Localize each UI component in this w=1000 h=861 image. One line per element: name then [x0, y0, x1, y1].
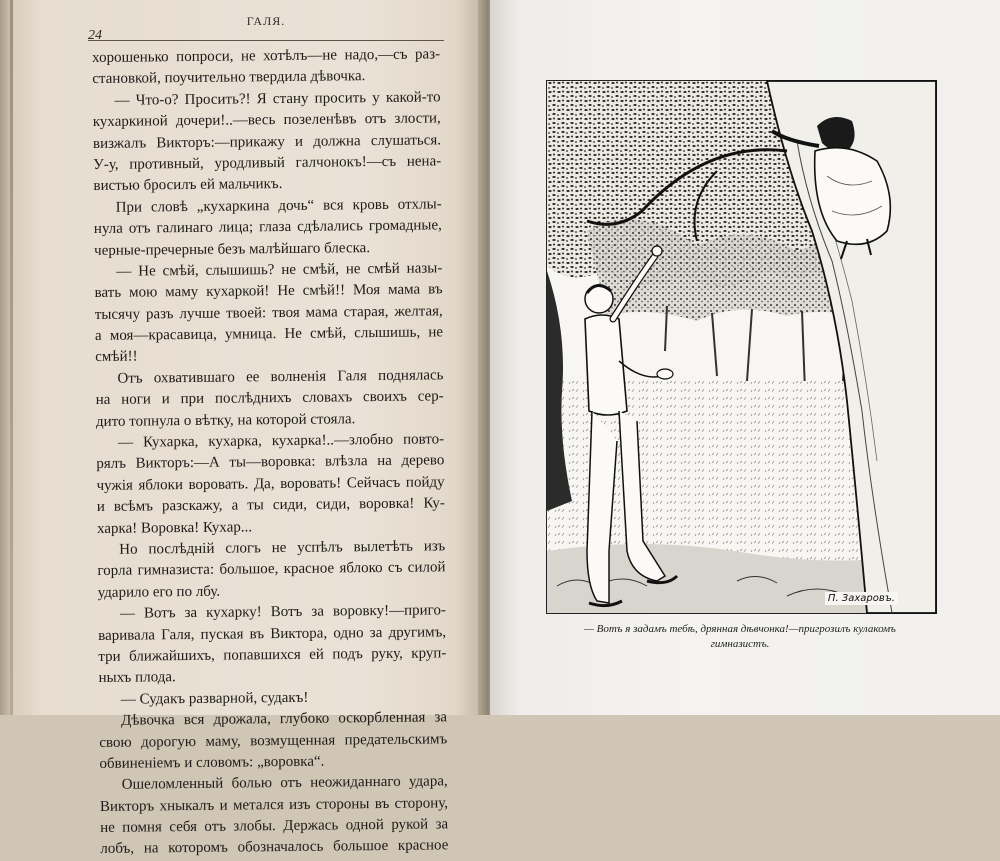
text-line: хорошенько попроси, не хотѣлъ—не надо,—съ раз-: [92, 46, 441, 66]
illustration-caption: [540, 622, 940, 652]
text-line: лобъ, на которомъ обозначалось большое красное: [100, 837, 449, 858]
artist-signature: П. Захаровъ.: [825, 592, 898, 605]
text-line: У-у, противный, уродливый галчонокъ!—съ нена-: [93, 153, 442, 173]
running-head: [88, 14, 444, 43]
page-number: 24: [88, 28, 102, 43]
text-line: Ошеломленный болью отъ неожиданнаго удара,: [121, 773, 448, 794]
left-page: [0, 0, 487, 858]
caption-line: гимназистъ.: [710, 638, 770, 650]
caption-line: — Вотъ я задамъ тебѣ, дрянная дѣвчонка!—пригрозилъ кулакомъ: [584, 623, 896, 635]
text-line: визжалъ Викторъ:—прикажу и должна слушаться.: [92, 131, 442, 152]
orchard-illustration: [547, 81, 936, 613]
text-line: три ближайшихъ, попавшихся ей подъ руку, круп-: [98, 645, 447, 665]
text-line: вать мою маму кухаркой! Не смѣй!! Моя мама въ: [94, 281, 443, 302]
text-line: При словѣ „кухаркина дочь“ вся кровь отхлы-: [115, 196, 442, 216]
text-line: горла гимназиста: большое, красное яблоко съ силой: [97, 559, 446, 580]
text-line: харка! Воровка! Кухар...: [96, 518, 253, 537]
text-line: дито топнула о вѣтку, на которой стояла.: [95, 410, 356, 430]
text-line: кухаркиной дочери!..—весь позеленѣвъ отъ злости,: [92, 110, 441, 131]
body-text: [92, 44, 448, 860]
text-line: смѣй!!: [95, 349, 138, 366]
text-line: — Что-о? Просить?! Я стану просить у какой-то: [114, 89, 441, 109]
text-line: — Судакъ разварной, судакъ!: [120, 689, 309, 708]
text-line: тысячу разъ лучше твоей: твоя мама старая, желтая,: [94, 303, 443, 323]
text-line: а моя—красавица, умница. Не смѣй, слышишь, не: [94, 324, 444, 345]
text-line: ударило его по лбу.: [97, 583, 221, 601]
text-line: — Кухарка, кухарка, кухарка!..—злобно повто-: [118, 431, 445, 451]
text-line: — Вотъ за кухарку! Вотъ за воровку!—приго-: [119, 602, 446, 622]
text-line: вистью бросилъ ей мальчикъ.: [93, 176, 283, 195]
text-line: свою дорогую маму, возмущенная предательскимъ: [99, 730, 448, 751]
header-title: ГАЛЯ.: [246, 14, 286, 28]
text-line: чужія яблоки воровать. Да, воровать! Сейчасъ пойду: [96, 474, 445, 494]
illustration-plate: [546, 80, 937, 614]
text-line: и всѣмъ разскажу, а ты сиди, сиди, воровка! Ку-: [96, 495, 445, 516]
text-line: черные-пречерные безъ малѣйшаго блеска.: [94, 239, 371, 259]
text-line: нула отъ галинаго лица; глаза сдѣлались громадные,: [93, 217, 442, 238]
text-line: на ноги и при послѣднихъ словахъ своихъ сер-: [95, 388, 444, 409]
text-line: не помня себя отъ злобы. Держась одной рукой за: [100, 816, 449, 837]
text-line: Но послѣдній слогъ не успѣлъ вылетѣть изъ: [119, 538, 446, 558]
text-line: ныхъ плода.: [98, 669, 176, 687]
text-line: обвиненіемъ и словомъ: „воровка“.: [99, 753, 325, 772]
text-line: рялъ Викторъ:—А ты—воровка: влѣзла на дерево: [96, 452, 445, 473]
text-line: — Не смѣй, слышишь? не смѣй, не смѣй назы-: [116, 260, 443, 280]
text-line: Викторъ хныкалъ и метался изъ стороны въ сторону,: [99, 794, 449, 815]
text-line: варивала Галя, пуская въ Виктора, одно за другимъ,: [98, 623, 447, 644]
text-line: Дѣвочка вся дрожала, глубоко оскорбленная за: [120, 709, 448, 729]
text-line: Отъ охватившаго ее волненія Галя поднялась: [117, 367, 444, 387]
text-line: становкой, поучительно твердила дѣвочка.: [92, 68, 366, 88]
